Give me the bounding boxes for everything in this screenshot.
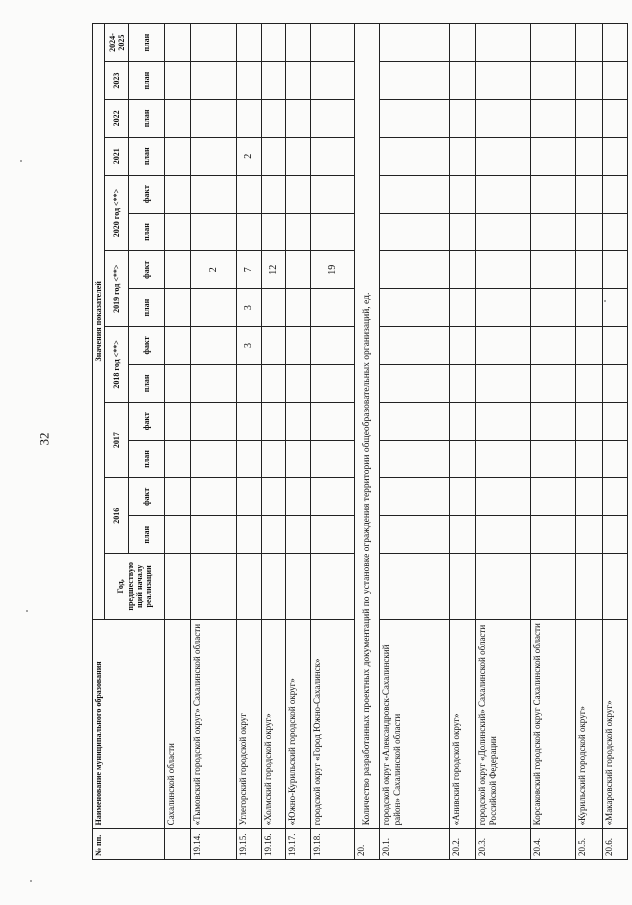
value-cell [450, 137, 476, 175]
value-cell [450, 402, 476, 440]
value-cell [576, 251, 603, 289]
value-cell [603, 289, 628, 327]
value-cell: 2 [191, 251, 237, 289]
value-cell [476, 251, 531, 289]
value-cell [450, 175, 476, 213]
municipality-name: «Южно-Курильский городской округ» [286, 619, 311, 829]
value-cell [531, 554, 576, 619]
value-cell [380, 554, 450, 619]
value-cell [450, 24, 476, 62]
row-number: 20.1. [380, 829, 450, 860]
value-cell [191, 175, 237, 213]
value-cell [380, 327, 450, 365]
value-cell [286, 289, 311, 327]
value-cell [476, 516, 531, 554]
value-cell [380, 289, 450, 327]
value-cell: 7 [237, 251, 262, 289]
value-cell [576, 440, 603, 478]
header-plan: план [129, 100, 165, 138]
header-num: № пп. [93, 829, 165, 860]
table-row [380, 24, 450, 860]
value-cell [380, 213, 450, 251]
value-cell [450, 554, 476, 619]
value-cell [576, 137, 603, 175]
municipality-name: «Курильский городской округ» [576, 619, 603, 829]
value-cell [380, 24, 450, 62]
header-fact: факт [129, 175, 165, 213]
value-cell [576, 364, 603, 402]
municipality-name: «Макаровский городской округ» [603, 619, 628, 829]
value-cell [191, 478, 237, 516]
header-year-2023: 2023 [105, 62, 129, 100]
table-row [286, 24, 311, 860]
value-cell [191, 137, 237, 175]
value-cell [165, 516, 191, 554]
value-cell [380, 100, 450, 138]
row-number: 20.4. [531, 829, 576, 860]
header-year-2017: 2017 [105, 402, 129, 478]
value-cell [576, 516, 603, 554]
municipality-name: городской округ «Город Южно-Сахалинск» [311, 619, 355, 829]
value-cell [380, 175, 450, 213]
value-cell [191, 62, 237, 100]
value-cell [237, 364, 262, 402]
value-cell [576, 24, 603, 62]
value-cell [286, 516, 311, 554]
row-number: 20.5. [576, 829, 603, 860]
value-cell [191, 440, 237, 478]
value-cell [165, 62, 191, 100]
value-cell [380, 62, 450, 100]
value-cell [531, 137, 576, 175]
value-cell [380, 137, 450, 175]
value-cell [165, 175, 191, 213]
value-cell [450, 251, 476, 289]
value-cell [450, 478, 476, 516]
value-cell [603, 554, 628, 619]
header-plan: план [129, 62, 165, 100]
value-cell [450, 100, 476, 138]
value-cell [476, 402, 531, 440]
header-plan: план [129, 516, 165, 554]
value-cell [476, 137, 531, 175]
value-cell [380, 251, 450, 289]
value-cell [311, 478, 355, 516]
value-cell [531, 440, 576, 478]
value-cell [165, 100, 191, 138]
value-cell [603, 478, 628, 516]
header-plan: план [129, 24, 165, 62]
value-cell [191, 100, 237, 138]
value-cell [237, 100, 262, 138]
value-cell [262, 402, 286, 440]
row-number: 19.15. [237, 829, 262, 860]
table-section-20 [355, 24, 380, 860]
value-cell [237, 402, 262, 440]
value-cell [476, 478, 531, 516]
value-cell [262, 516, 286, 554]
municipality-name: Сахалинской области [165, 619, 191, 829]
value-cell [476, 289, 531, 327]
value-cell [262, 137, 286, 175]
table-row [531, 24, 576, 860]
value-cell [603, 402, 628, 440]
header-fact: факт [129, 478, 165, 516]
table-container [92, 23, 615, 860]
row-number: 19.14. [191, 829, 237, 860]
value-cell [237, 478, 262, 516]
row-number: 19.17. [286, 829, 311, 860]
row-number: 20.3. [476, 829, 531, 860]
header-plan: план [129, 213, 165, 251]
value-cell [476, 327, 531, 365]
value-cell [476, 554, 531, 619]
row-number: 20.2. [450, 829, 476, 860]
value-cell [286, 62, 311, 100]
value-cell [603, 327, 628, 365]
value-cell [237, 213, 262, 251]
value-cell [603, 440, 628, 478]
value-cell [191, 289, 237, 327]
table-row [165, 24, 191, 860]
header-year-2021: 2021 [105, 137, 129, 175]
value-cell [286, 440, 311, 478]
value-cell [262, 327, 286, 365]
value-cell [576, 554, 603, 619]
header-base-year: Год, предшествую щий началу реализации [105, 554, 165, 619]
value-cell [531, 402, 576, 440]
municipality-name: «Анивский городской округ» [450, 619, 476, 829]
value-cell [286, 554, 311, 619]
value-cell [191, 364, 237, 402]
municipality-name: «Тымовский городской округ» Сахалинской области [191, 619, 237, 829]
value-cell [531, 175, 576, 213]
value-cell [191, 516, 237, 554]
value-cell [237, 516, 262, 554]
value-cell [476, 213, 531, 251]
value-cell [450, 62, 476, 100]
scan-speck [26, 610, 28, 612]
table-row [576, 24, 603, 860]
value-cell [262, 289, 286, 327]
value-cell [311, 289, 355, 327]
header-year-2018: 2018 год <**> [105, 327, 129, 403]
value-cell [286, 327, 311, 365]
value-cell [576, 62, 603, 100]
value-cell [262, 62, 286, 100]
value-cell [191, 327, 237, 365]
value-cell [576, 100, 603, 138]
value-cell [262, 478, 286, 516]
value-cell [450, 327, 476, 365]
value-cell [380, 516, 450, 554]
value-cell: 3 [237, 327, 262, 365]
value-cell [311, 100, 355, 138]
value-cell [191, 402, 237, 440]
value-cell [531, 516, 576, 554]
value-cell [531, 327, 576, 365]
value-cell [531, 100, 576, 138]
value-cell [476, 175, 531, 213]
table-body-19 [165, 24, 355, 860]
table-body-20 [380, 24, 628, 860]
value-cell [311, 402, 355, 440]
value-cell [311, 175, 355, 213]
value-cell [380, 364, 450, 402]
value-cell [576, 402, 603, 440]
value-cell [603, 251, 628, 289]
value-cell [450, 364, 476, 402]
value-cell [237, 175, 262, 213]
section-num: 20. [355, 829, 380, 860]
value-cell [165, 402, 191, 440]
value-cell [286, 24, 311, 62]
value-cell [191, 554, 237, 619]
value-cell [603, 137, 628, 175]
header-fact: факт [129, 402, 165, 440]
value-cell [191, 213, 237, 251]
value-cell [262, 100, 286, 138]
value-cell [165, 251, 191, 289]
value-cell [311, 364, 355, 402]
value-cell [237, 554, 262, 619]
header-year-2022: 2022 [105, 100, 129, 138]
value-cell [311, 213, 355, 251]
value-cell [262, 213, 286, 251]
value-cell [476, 62, 531, 100]
row-number: 19.18. [311, 829, 355, 860]
value-cell [380, 402, 450, 440]
value-cell [165, 478, 191, 516]
row-number: 20.6. [603, 829, 628, 860]
value-cell [476, 24, 531, 62]
value-cell: 19 [311, 251, 355, 289]
value-cell [531, 364, 576, 402]
value-cell [286, 402, 311, 440]
value-cell [262, 364, 286, 402]
value-cell [576, 289, 603, 327]
value-cell [603, 364, 628, 402]
header-year-2019: 2019 год <**> [105, 251, 129, 327]
value-cell [311, 554, 355, 619]
municipality-name: городской округ «Александровск-Сахалинский район» Сахалинской области [380, 619, 450, 829]
row-number [165, 829, 191, 860]
value-cell [603, 24, 628, 62]
value-cell [311, 516, 355, 554]
header-fact: факт [129, 327, 165, 365]
value-cell: 3 [237, 289, 262, 327]
value-cell [262, 175, 286, 213]
value-cell [311, 327, 355, 365]
value-cell [380, 440, 450, 478]
value-cell [311, 24, 355, 62]
value-cell [576, 478, 603, 516]
value-cell [286, 478, 311, 516]
value-cell: 2 [237, 137, 262, 175]
value-cell [237, 24, 262, 62]
value-cell [311, 62, 355, 100]
value-cell [262, 554, 286, 619]
value-cell [191, 24, 237, 62]
value-cell [603, 516, 628, 554]
value-cell [286, 213, 311, 251]
municipality-name: Углегорский городской округ [237, 619, 262, 829]
page-number: 32 [36, 432, 52, 446]
value-cell [576, 327, 603, 365]
value-cell [476, 364, 531, 402]
rotated-table-frame [92, 23, 615, 860]
value-cell [531, 213, 576, 251]
value-cell [165, 289, 191, 327]
section-title: Количество разработанных проектных документаций по установке ограждения территории общеобразовательных организаций, ед. [355, 24, 380, 829]
table-row [262, 24, 286, 860]
table-row [476, 24, 531, 860]
value-cell [165, 213, 191, 251]
value-cell [237, 62, 262, 100]
header-year-2020: 2020 год <**> [105, 175, 129, 251]
value-cell [165, 440, 191, 478]
value-cell [262, 440, 286, 478]
value-cell [531, 478, 576, 516]
value-cell [286, 251, 311, 289]
header-plan: план [129, 289, 165, 327]
indicators-table [92, 23, 628, 860]
header-plan: план [129, 137, 165, 175]
value-cell [531, 24, 576, 62]
value-cell [531, 289, 576, 327]
header-fact: факт [129, 251, 165, 289]
table-row [603, 24, 628, 860]
value-cell [165, 364, 191, 402]
value-cell [286, 137, 311, 175]
value-cell [286, 175, 311, 213]
value-cell: 12 [262, 251, 286, 289]
header-year-2024-2025: 2024-2025 [105, 24, 129, 62]
value-cell [603, 175, 628, 213]
scan-speck [604, 300, 606, 302]
table-row [237, 24, 262, 860]
value-cell [531, 62, 576, 100]
value-cell [165, 24, 191, 62]
value-cell [286, 100, 311, 138]
municipality-name: городской округ «Долинский» Сахалинской области Российской Федерации [476, 619, 531, 829]
municipality-name: Корсаковский городской округ Сахалинской области [531, 619, 576, 829]
header-plan: план [129, 440, 165, 478]
row-number: 19.16. [262, 829, 286, 860]
value-cell [311, 440, 355, 478]
value-cell [237, 440, 262, 478]
table-row [311, 24, 355, 860]
value-cell [165, 137, 191, 175]
value-cell [576, 213, 603, 251]
value-cell [531, 251, 576, 289]
value-cell [165, 554, 191, 619]
value-cell [286, 364, 311, 402]
value-cell [603, 213, 628, 251]
value-cell [380, 478, 450, 516]
value-cell [476, 440, 531, 478]
scan-speck [20, 160, 22, 162]
value-cell [165, 327, 191, 365]
value-cell [603, 100, 628, 138]
header-values: Значения показателей [93, 24, 105, 620]
table-row [450, 24, 476, 860]
value-cell [603, 62, 628, 100]
value-cell [311, 137, 355, 175]
value-cell [450, 440, 476, 478]
value-cell [576, 175, 603, 213]
municipality-name: «Холмский городской округ» [262, 619, 286, 829]
scan-speck [30, 880, 32, 882]
value-cell [262, 24, 286, 62]
value-cell [476, 100, 531, 138]
value-cell [450, 516, 476, 554]
value-cell [450, 289, 476, 327]
value-cell [450, 213, 476, 251]
table-row [191, 24, 237, 860]
header-year-2016: 2016 [105, 478, 129, 554]
header-plan: план [129, 364, 165, 402]
header-name: Наименование муниципального образования [93, 619, 165, 829]
